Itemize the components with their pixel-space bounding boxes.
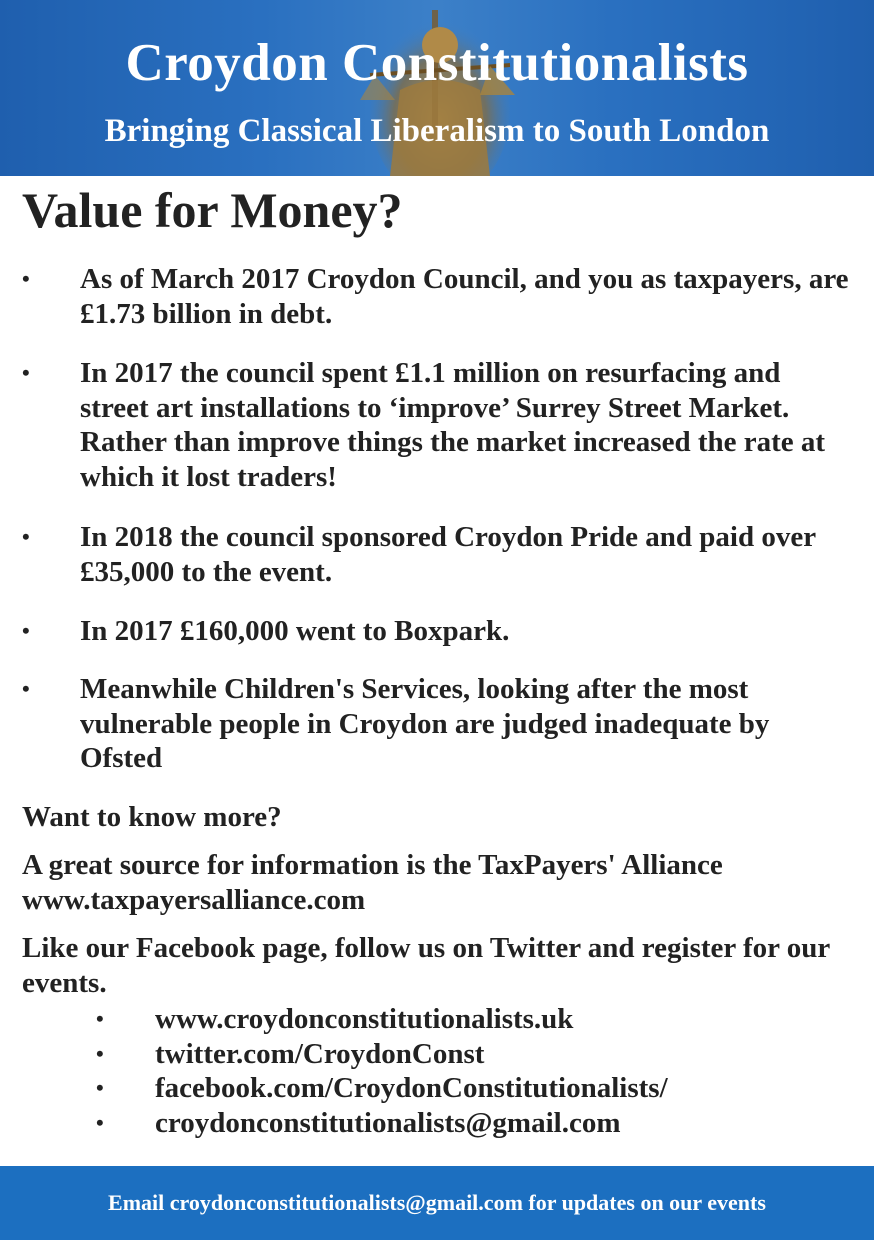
- fact-text: As of March 2017 Croydon Council, and you as taxpayers, are £1.73 billion in debt.: [80, 263, 849, 330]
- link-facebook: [0, 1071, 874, 1106]
- bullet-icon: •: [96, 1040, 104, 1066]
- want-to-know-more: Want to know more?: [22, 801, 282, 833]
- bullet-icon: •: [96, 1109, 104, 1135]
- fact-text: In 2017 £160,000 went to Boxpark.: [80, 615, 510, 647]
- footer-banner: [0, 1166, 874, 1240]
- bullet-icon: •: [22, 676, 30, 701]
- fact-text: Meanwhile Children's Services, looking after the most vulnerable people in Croydon are judged inadequate by Ofsted: [80, 673, 770, 774]
- fact-item: [0, 672, 874, 776]
- bullet-icon: •: [22, 266, 30, 291]
- fact-text: In 2017 the council spent £1.1 million on resurfacing and street art installations to ‘improve’ Surrey Street Market. Rather than improve things the market increased the rate at which it lost traders!: [80, 357, 826, 493]
- page-heading: Value for Money?: [22, 182, 403, 238]
- link-email: [0, 1106, 874, 1141]
- link-text: croydonconstitutionalists@gmail.com: [155, 1106, 621, 1139]
- header-banner: [0, 0, 874, 176]
- fact-text: In 2018 the council sponsored Croydon Pride and paid over £35,000 to the event.: [80, 521, 816, 588]
- contact-links-list: [0, 1002, 874, 1140]
- fact-item: [0, 262, 874, 331]
- source-info: A great source for information is the TaxPayers' Alliance www.taxpayersalliance.com: [22, 849, 723, 916]
- bullet-icon: •: [22, 360, 30, 385]
- site-title: Croydon Constitutionalists: [125, 34, 749, 92]
- link-text: twitter.com/CroydonConst: [155, 1037, 485, 1070]
- fact-item: [0, 520, 874, 589]
- link-text: www.croydonconstitutionalists.uk: [155, 1003, 574, 1035]
- bullet-icon: •: [22, 524, 30, 549]
- bullet-icon: •: [96, 1075, 104, 1100]
- bullet-icon: •: [96, 1006, 104, 1031]
- bullet-icon: •: [22, 618, 30, 643]
- fact-item: [0, 614, 529, 649]
- link-twitter: [0, 1037, 874, 1072]
- fact-item: [0, 356, 874, 494]
- footer-text: Email croydonconstitutionalists@gmail.com for updates on our events: [108, 1190, 766, 1215]
- site-subtitle: Bringing Classical Liberalism to South London: [104, 113, 770, 149]
- follow-us-text: Like our Facebook page, follow us on Twitter and register for our events.: [22, 932, 830, 999]
- link-website: [0, 1002, 874, 1037]
- link-text: facebook.com/CroydonConstitutionalists/: [155, 1072, 668, 1104]
